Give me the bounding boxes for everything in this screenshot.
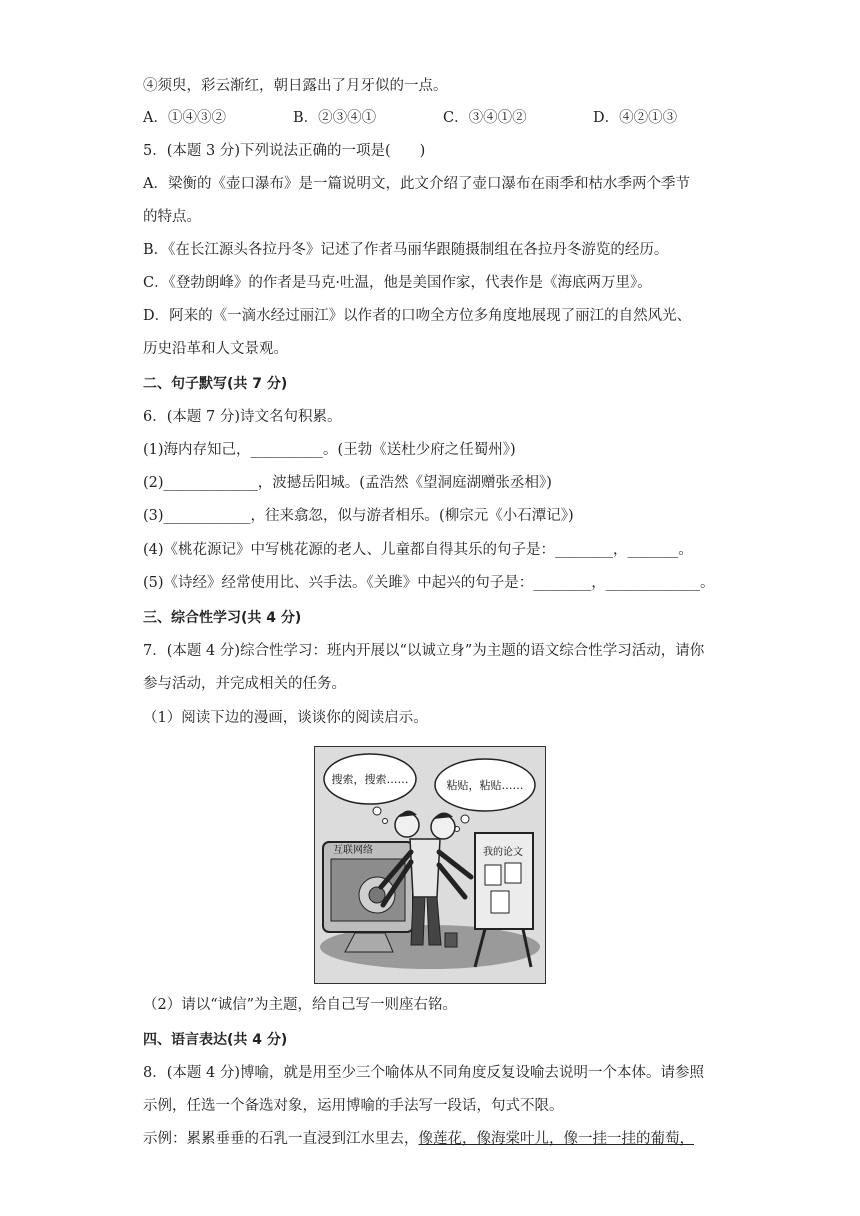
option-a: A．①④③② [143,110,226,126]
example-line [143,1129,694,1149]
q5-option-d: D．阿来的《一滴水经过丽江》以作者的口吻全方位多角度地展现了丽江的自然风光、 [143,308,692,324]
bubble-left-text: 搜索，搜索…… [331,773,409,786]
q5-option-a: A．梁衡的《壶口瀑布》是一篇说明文，此文介绍了壶口瀑布在雨季和枯水季两个季节 [143,176,690,192]
q7-task-1: （1）阅读下边的漫画，谈谈你的阅读启示。 [143,710,428,726]
question-6: 6．(本题 7 分)诗文名句积累。 [143,409,342,425]
q6-item-4: (4)《桃花源记》中写桃花源的老人、儿童都自得其乐的句子是：________，_______。 [143,542,693,558]
q6-item-2: (2)_____________，波撼岳阳城。(孟浩然《望洞庭湖赠张丞相》) [143,475,552,491]
q5-option-a-cont: 的特点。 [143,209,201,225]
section-3-heading: 三、综合性学习(共 4 分) [143,610,302,626]
q7-task-2: （2）请以“诚信”为主题，给自己写一则座右铭。 [143,997,458,1013]
section-2-heading: 二、句子默写(共 7 分) [143,376,288,392]
cartoon-image [314,746,546,984]
q4-options [143,108,677,128]
board-label: 我的论文 [483,847,523,858]
q5-option-d-cont: 历史沿革和人文景观。 [143,341,288,357]
question-8: 8．(本题 4 分)博喻，就是用至少三个喻体从不同角度反复设喻去说明一个本体。请参照 [143,1065,704,1081]
option-d: D．④②①③ [593,110,678,126]
screen-label: 互联网络 [333,845,373,856]
q6-item-1: (1)海内存知己，__________。(王勃《送杜少府之任蜀州》) [143,442,516,458]
option-c: C．③④①② [443,110,527,126]
option-line-4: ④须臾，彩云渐红，朝日露出了月牙似的一点。 [143,78,448,94]
question-7: 7．(本题 4 分)综合性学习：班内开展以“以诚立身”为主题的语文综合性学习活动，请你 [143,643,705,659]
q6-item-5: (5)《诗经》经常使用比、兴手法。《关雎》中起兴的句子是：________，_____________。 [143,575,715,591]
section-4-heading: 四、语言表达(共 4 分) [143,1032,288,1048]
example-text: 示例：累累垂垂的石乳一直浸到江水里去， [143,1131,419,1147]
question-8-cont: 示例，任选一个备选对象，运用博喻的手法写一段话，句式不限。 [143,1098,564,1114]
q6-item-3: (3)____________，往来翕忽，似与游者相乐。(柳宗元《小石潭记》) [143,508,574,524]
q5-option-c: C．《登勃朗峰》的作者是马克·吐温，他是美国作家，代表作是《海底两万里》。 [143,275,652,291]
bubble-right-text: 粘贴，粘贴…… [446,779,524,792]
question-7-cont: 参与活动，并完成相关的任务。 [143,676,346,692]
q5-option-b: B．《在长江源头各拉丹冬》记述了作者马丽华跟随摄制组在各拉丹冬游览的经历。 [143,242,669,258]
option-b: B．②③④① [293,110,377,126]
cartoon-drawing [315,747,545,983]
example-underlined: 像莲花，像海棠叶儿，像一挂一挂的葡萄， [418,1131,694,1147]
question-5: 5．(本题 3 分)下列说法正确的一项是( ) [143,143,426,159]
